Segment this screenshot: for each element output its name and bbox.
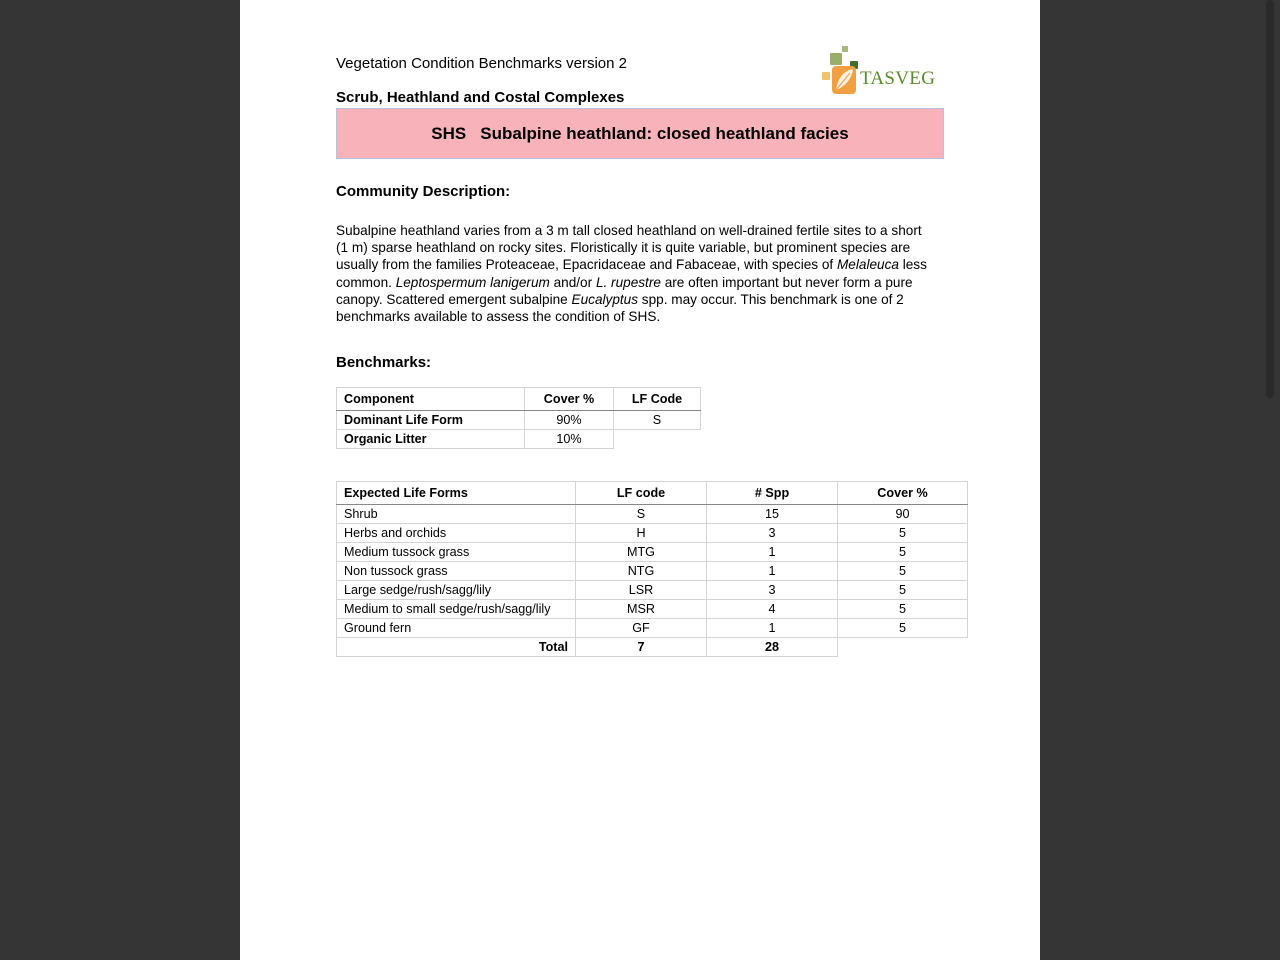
total-row [337, 638, 968, 657]
table-row: Non tussock grass NTG 1 5 [337, 562, 968, 581]
column-header: Expected Life Forms [337, 482, 576, 505]
table-row: Organic Litter 10% [337, 430, 701, 449]
table-row: Herbs and orchids H 3 5 [337, 524, 968, 543]
column-header: # Spp [707, 482, 838, 505]
community-description-text: Subalpine heathland varies from a 3 m tall closed heathland on well-drained fertile sites to a short (1 m) sparse heathland on rocky sites. Floristically it is quite variable, but prominent species are usually from the families Proteaceae, Epacridaceae and Fabaceae, with species of Melaleuca less common. Leptospermum lanigerum and/or L. rupestre are often important but never form a pure canopy. Scattered emergent subalpine Eucalyptus spp. may occur. This benchmark is one of 2 benchmarks available to assess the condition of SHS. [336, 223, 927, 325]
column-header: LF code [576, 482, 707, 505]
column-header: Component [337, 388, 525, 411]
document-page [240, 0, 1040, 960]
column-header: LF Code [614, 388, 701, 411]
table-row: Large sedge/rush/sagg/lily LSR 3 5 [337, 581, 968, 600]
life-forms-table [336, 481, 968, 657]
table-row: Ground fern GF 1 5 [337, 619, 968, 638]
total-label: Total [337, 638, 576, 657]
total-code-count: 7 [576, 638, 707, 657]
tasveg-logo [822, 46, 946, 98]
benchmarks-heading: Benchmarks: [336, 354, 432, 371]
table-row: Shrub S 15 90 [337, 505, 968, 524]
column-header: Cover % [838, 482, 968, 505]
benchmarks-table [336, 387, 701, 449]
table-row: Dominant Life Form 90% S [337, 411, 701, 430]
column-header: Cover % [525, 388, 614, 411]
document-title: Vegetation Condition Benchmarks version 2 [336, 55, 628, 72]
table-row: Medium tussock grass MTG 1 5 [337, 543, 968, 562]
community-name: Subalpine heathland: closed heathland facies [480, 123, 849, 143]
community-code: SHS [431, 123, 467, 143]
community-banner [336, 108, 944, 159]
section-title: Scrub, Heathland and Costal Complexes [336, 89, 625, 106]
vertical-scrollbar[interactable] [1266, 0, 1274, 398]
community-description-heading: Community Description: [336, 183, 511, 200]
table-row: Medium to small sedge/rush/sagg/lily MSR 4 5 [337, 600, 968, 619]
logo-text: TASVEG [860, 68, 936, 89]
total-spp-count: 28 [707, 638, 838, 657]
